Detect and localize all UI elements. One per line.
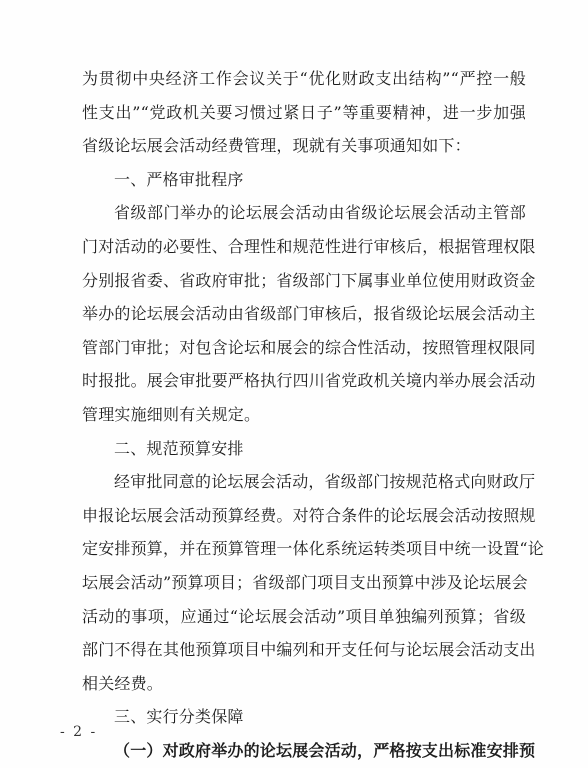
page-number: - 2 - [60,724,98,740]
paragraph-line: 为贯彻中央经济工作会议关于“优化财政支出结构”“严控一般 [82,69,526,88]
section-heading: 一、严格审批程序 [114,169,244,189]
section-heading: 二、规范预算安排 [114,438,244,458]
paragraph-line: 分别报省委、省政府审批；省级部门下属事业单位使用财政资金 [82,270,536,290]
paragraph-line: 管部门审批；对包含论坛和展会的综合性活动，按照管理权限同 [82,337,536,357]
paragraph-line: 省级论坛展会活动经费管理，现就有关事项通知如下： [82,136,471,156]
paragraph-line: 活动的事项，应通过“论坛展会活动”项目单独编列预算；省级 [82,606,526,626]
paragraph-line: 性支出”“党政机关要习惯过紧日子”等重要精神，进一步加强 [82,102,526,122]
paragraph-line: 管理实施细则有关规定。 [82,404,261,424]
document-body [82,62,544,767]
paragraph-line: 门对活动的必要性、合理性和规范性进行审核后，根据管理权限 [82,236,536,256]
paragraph-line: 定安排预算，并在预算管理一体化系统运转类项目中统一设置“论 [82,539,544,559]
paragraph-line: 申报论坛展会活动预算经费。对符合条件的论坛展会活动按照规 [82,505,536,525]
paragraph-line: 经审批同意的论坛展会活动，省级部门按规范格式向财政厅 [114,472,536,492]
subsection-heading: （一）对政府举办的论坛展会活动，严格按支出标准安排预 [114,740,536,760]
paragraph-line: 部门不得在其他预算项目中编列和开支任何与论坛展会活动支出 [82,640,536,660]
paragraph-line: 相关经费。 [82,673,164,693]
paragraph-line: 时报批。展会审批要严格执行四川省党政机关境内举办展会活动 [82,371,536,391]
paragraph-line: 坛展会活动”预算项目；省级部门项目支出预算中涉及论坛展会 [82,572,528,592]
section-heading: 三、实行分类保障 [114,707,244,727]
paragraph-line: 省级部门举办的论坛展会活动由省级论坛展会活动主管部 [114,203,526,223]
paragraph-line: 举办的论坛展会活动由省级部门审核后，报省级论坛展会活动主 [82,304,536,324]
